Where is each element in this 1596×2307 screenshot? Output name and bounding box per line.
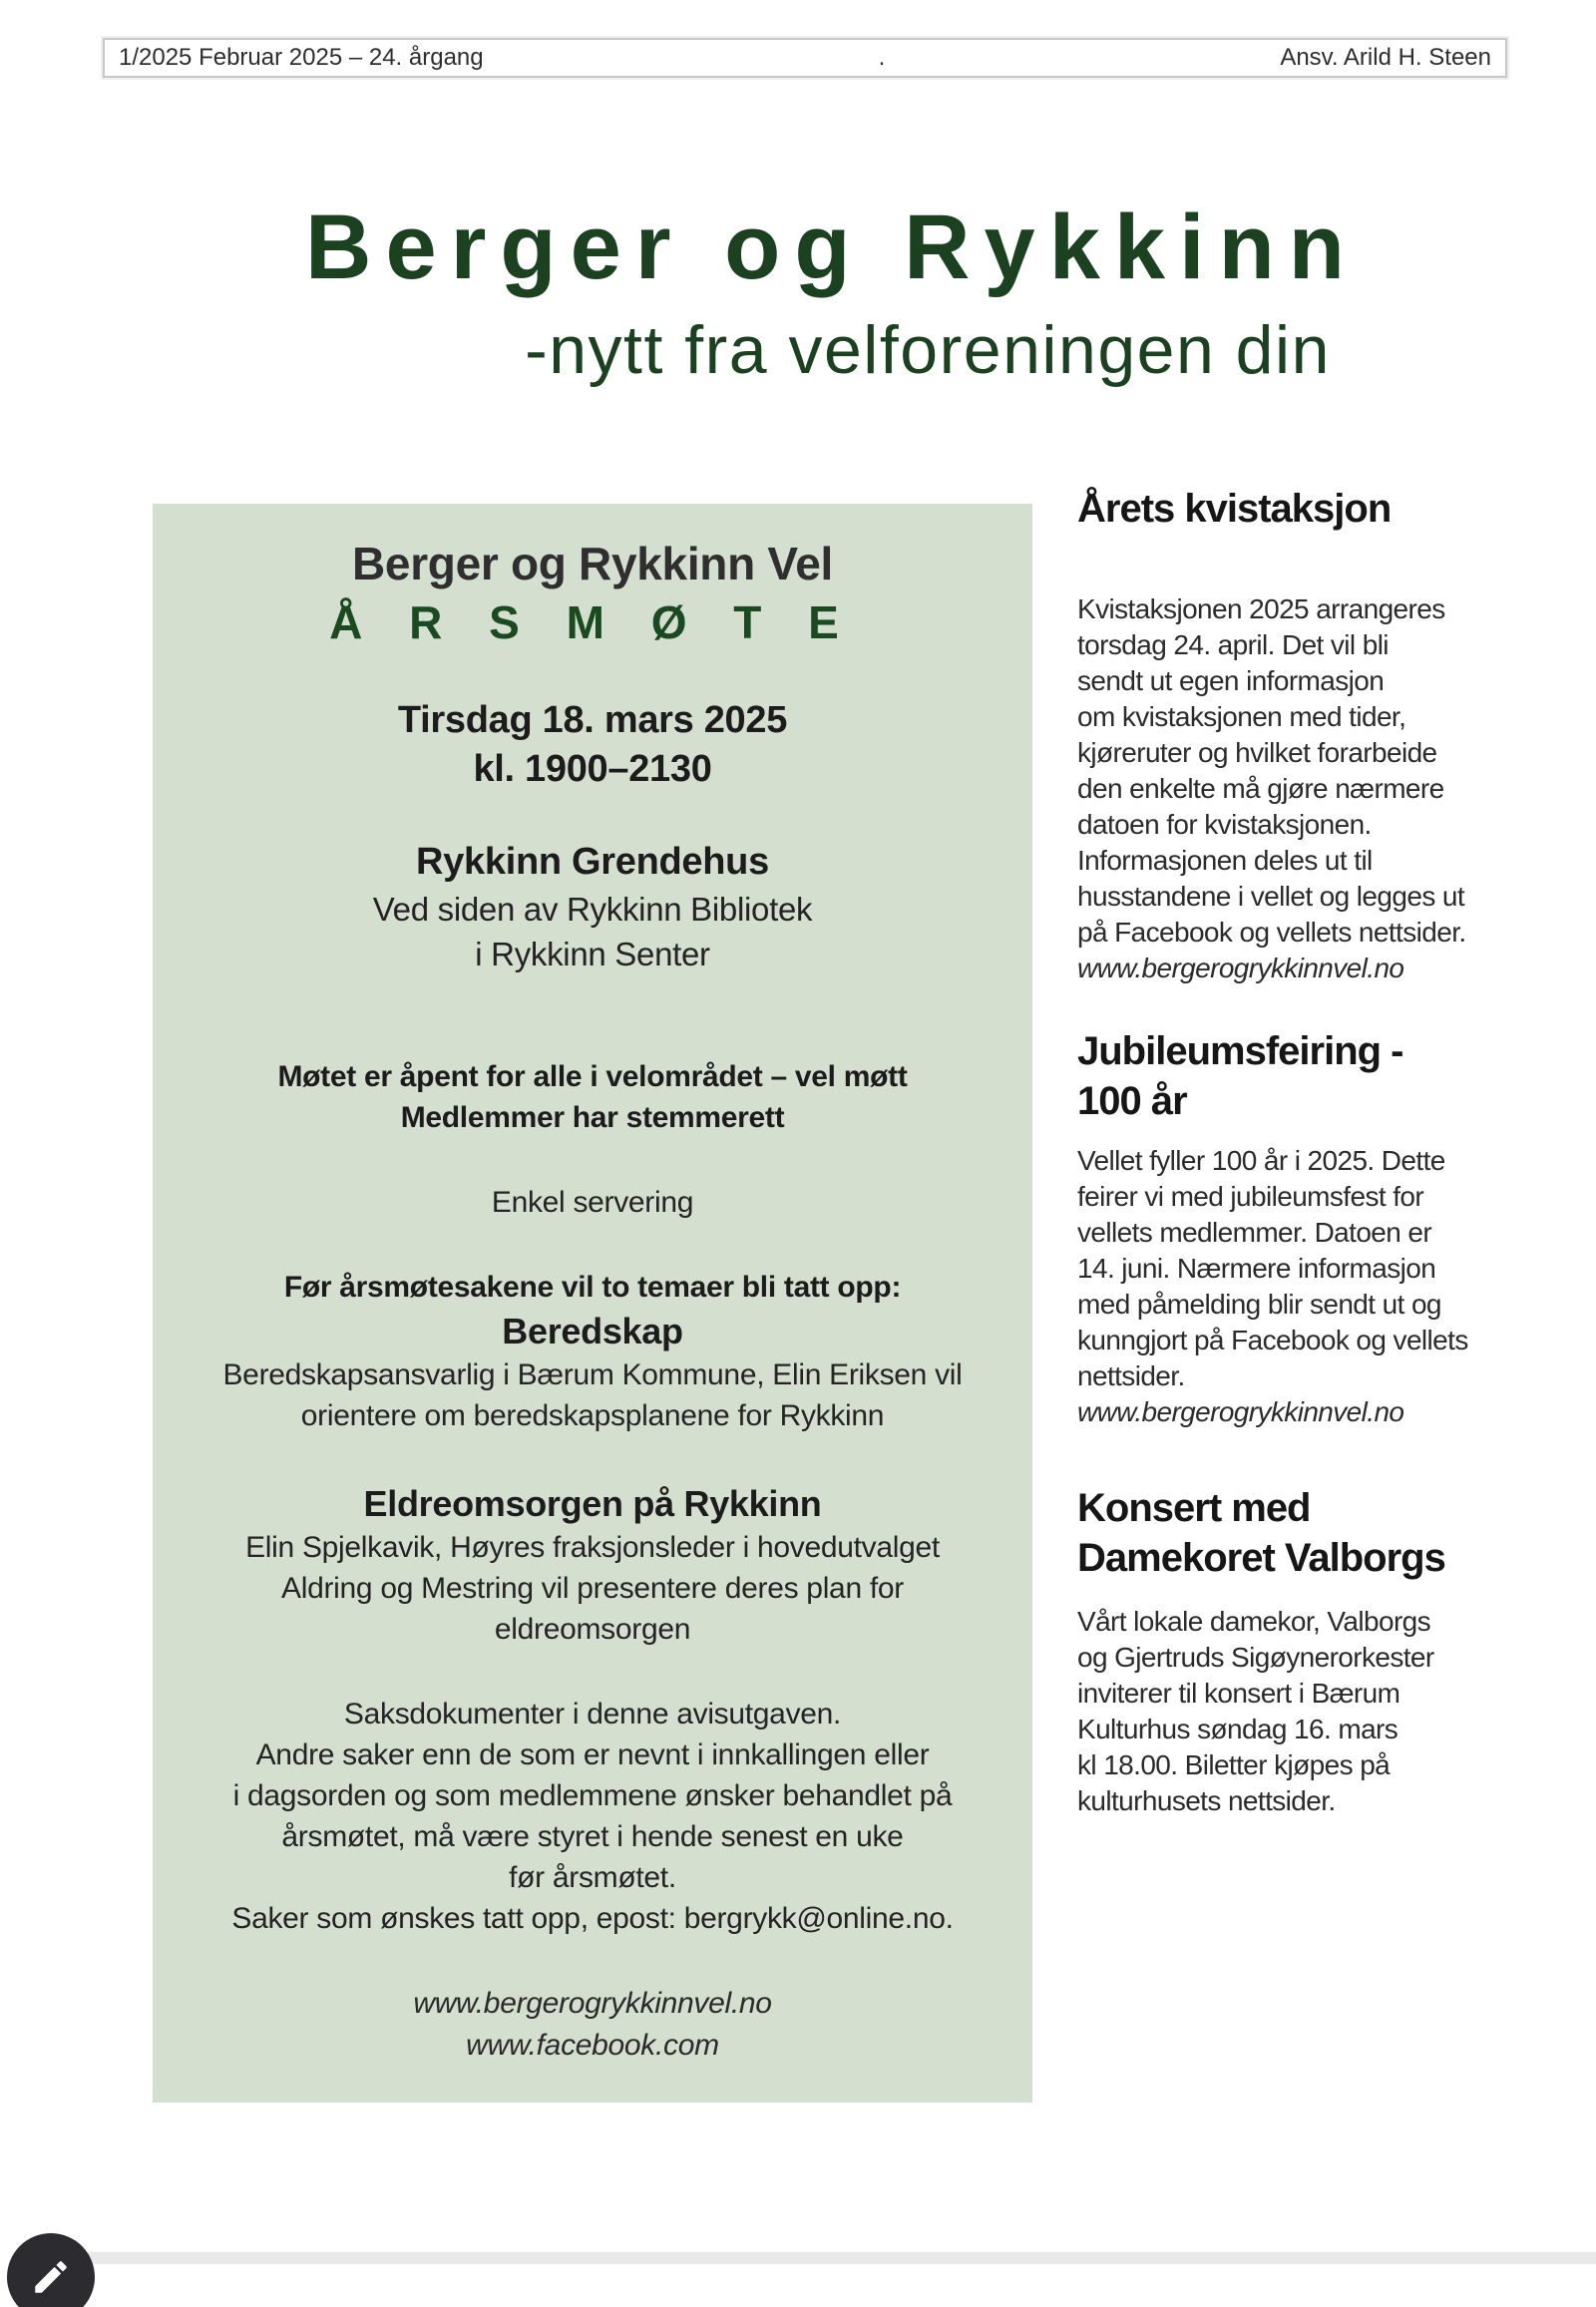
poster-line: Aldring og Mestring vil presentere deres plan for	[281, 1572, 904, 1605]
article-line: kjøreruter og hvilket forarbeide	[1077, 737, 1437, 768]
poster-line: Før årsmøtesakene vil to temaer bli tatt opp:	[283, 1271, 902, 1304]
poster-line: Andre saker enn de som er nevnt i innkallingen eller	[255, 1738, 930, 1771]
poster-line: Berger og Rykkinn Vel	[352, 538, 833, 589]
article-konsert-heading	[1077, 1483, 1516, 1583]
article-line: www.bergerogrykkinnvel.no	[1077, 1396, 1404, 1427]
poster-line: Elin Spjelkavik, Høyres fraksjonsleder i hovedutvalget	[245, 1531, 940, 1564]
poster-line: Medlemmer har stemmerett	[400, 1101, 785, 1134]
article-line: Vellet fyller 100 år i 2025. Dette	[1077, 1145, 1445, 1176]
heading-line: Jubileumsfeiring -	[1077, 1029, 1403, 1073]
poster-line: Beredskapsansvarlig i Bærum Kommune, Elin Eriksen vil	[222, 1358, 963, 1391]
poster-line: Tirsdag 18. mars 2025	[397, 699, 788, 741]
header-center-dot: .	[878, 44, 886, 71]
issue-info: 1/2025 Februar 2025 – 24. årgang	[119, 44, 484, 71]
article-line: inviterer til konsert i Bærum	[1077, 1678, 1400, 1709]
article-line: Informasjonen deles ut til	[1077, 845, 1373, 876]
article-line: Vårt lokale damekor, Valborgs	[1077, 1606, 1431, 1637]
poster-line: www.facebook.com	[466, 2029, 719, 2062]
article-line: 14. juni. Nærmere informasjon	[1077, 1253, 1436, 1284]
article-konsert	[1077, 1483, 1516, 1819]
poster-line: Å R S M Ø T E	[329, 596, 856, 648]
article-line: datoen for kvistaksjonen.	[1077, 809, 1372, 840]
poster-line: Saker som ønskes tatt opp, epost: bergrykk@online.no.	[231, 1902, 954, 1935]
article-line: vellets medlemmer. Datoen er	[1077, 1217, 1432, 1248]
poster-line: Eldreomsorgen på Rykkinn	[363, 1483, 822, 1524]
article-line: www.bergerogrykkinnvel.no	[1077, 953, 1404, 983]
edit-button[interactable]	[7, 2233, 95, 2307]
poster-line: Saksdokumenter i denne avisutgaven.	[343, 1698, 842, 1730]
poster-line: Rykkinn Grendehus	[416, 841, 769, 883]
article-line: Kulturhus søndag 16. mars	[1077, 1714, 1398, 1744]
poster-line: i dagsorden og som medlemmene ønsker behandlet på	[232, 1779, 953, 1812]
newsletter-subtitle: -nytt fra velforeningen din	[525, 312, 1331, 388]
article-line: nettsider.	[1077, 1360, 1185, 1391]
article-line: den enkelte må gjøre nærmere	[1077, 773, 1444, 804]
poster-line: Møtet er åpent for alle i velområdet – vel møtt	[277, 1060, 908, 1093]
annual-meeting-poster	[153, 504, 1032, 2103]
poster-line: årsmøtet, må være styret i hende senest en uke	[281, 1820, 904, 1853]
article-line: kl 18.00. Biletter kjøpes på	[1077, 1749, 1391, 1780]
article-line: med påmelding blir sendt ut og	[1077, 1289, 1441, 1320]
poster-line: orientere om beredskapsplanene for Rykkinn	[300, 1399, 885, 1432]
poster-line: før årsmøtet.	[509, 1861, 676, 1894]
article-line: sendt ut egen informasjon	[1077, 665, 1385, 696]
article-konsert-body	[1077, 1604, 1516, 1819]
poster-line: eldreomsorgen	[494, 1613, 691, 1646]
article-kvistaksjon-heading	[1077, 484, 1516, 534]
newsletter-title: Berger og Rykkinn	[305, 196, 1359, 298]
article-line: og Gjertruds Sigøynerorkester	[1077, 1642, 1434, 1673]
heading-line: Konsert med	[1077, 1486, 1311, 1530]
article-line: kunngjort på Facebook og vellets	[1077, 1325, 1468, 1355]
article-line: torsdag 24. april. Det vil bli	[1077, 629, 1389, 660]
heading-line: Damekoret Valborgs	[1077, 1536, 1445, 1580]
article-jubileum	[1077, 1026, 1516, 1430]
page-gap-bar	[36, 2252, 1596, 2264]
issue-header	[103, 38, 1507, 78]
article-jubileum-heading	[1077, 1026, 1516, 1126]
article-line: kulturhusets nettsider.	[1077, 1785, 1336, 1816]
article-line: om kvistaksjonen med tider,	[1077, 701, 1406, 732]
article-jubileum-body	[1077, 1143, 1516, 1430]
article-line: feirer vi med jubileumsfest for	[1077, 1181, 1424, 1212]
article-line: Kvistaksjonen 2025 arrangeres	[1077, 593, 1445, 624]
heading-line: Årets kvistaksjon	[1077, 487, 1392, 531]
poster-line: Ved siden av Rykkinn Bibliotek	[372, 891, 813, 928]
responsible-editor: Ansv. Arild H. Steen	[1280, 44, 1491, 71]
poster-line: Beredskap	[502, 1311, 683, 1351]
pencil-icon	[30, 2256, 72, 2298]
poster-line: i Rykkinn Senter	[475, 936, 710, 972]
poster-line: www.bergerogrykkinnvel.no	[413, 1987, 772, 2020]
poster-line: kl. 1900–2130	[473, 748, 712, 790]
article-line: på Facebook og vellets nettsider.	[1077, 917, 1466, 948]
article-kvistaksjon-body	[1077, 591, 1516, 986]
poster-line: Enkel servering	[491, 1186, 694, 1219]
article-kvistaksjon	[1077, 484, 1516, 986]
heading-line: 100 år	[1077, 1079, 1187, 1123]
article-line: husstandene i vellet og legges ut	[1077, 881, 1465, 912]
